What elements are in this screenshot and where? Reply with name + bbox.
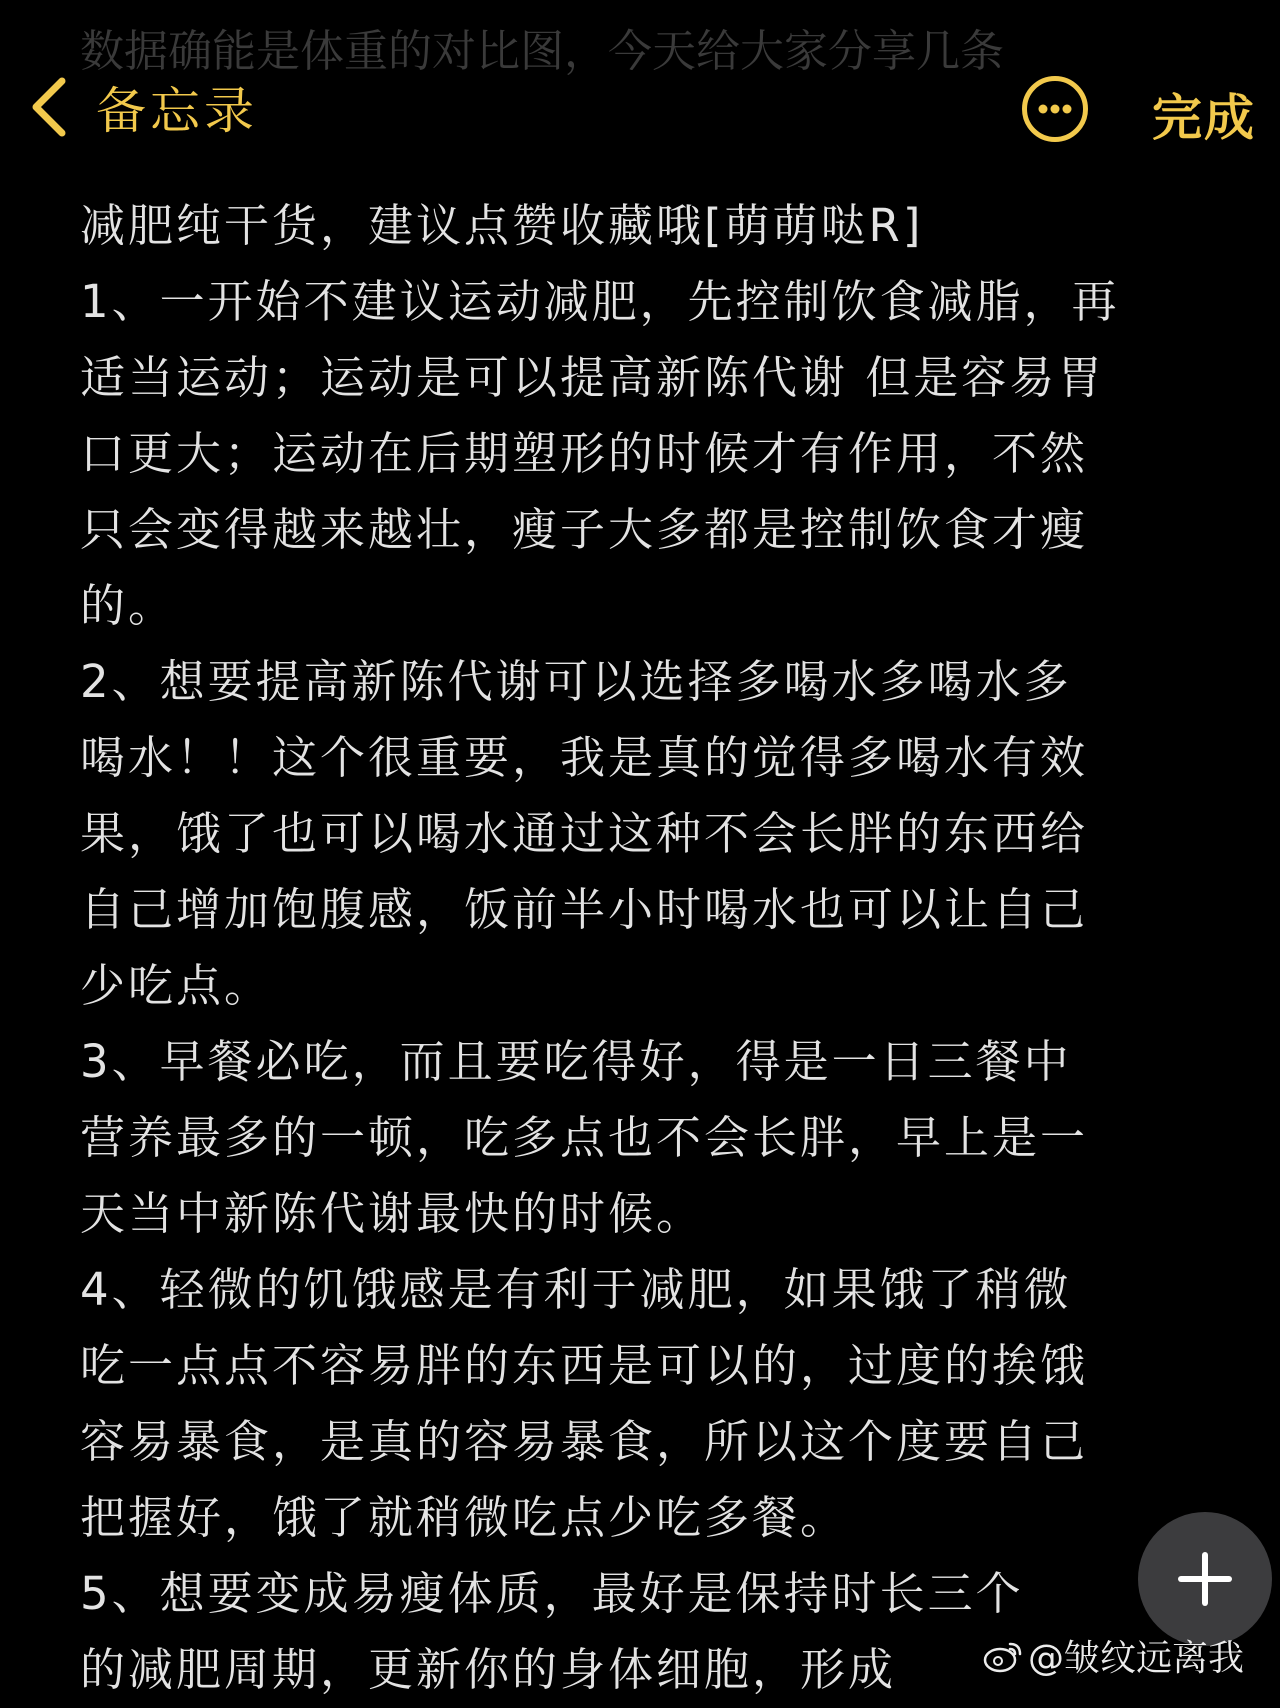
- watermark: [982, 1630, 1244, 1681]
- note-line: 少吃点。: [80, 959, 273, 1012]
- back-button[interactable]: [28, 72, 258, 142]
- note-line: 喝水！！这个很重要，我是真的觉得多喝水有效: [80, 731, 1089, 784]
- done-button[interactable]: 完成: [1152, 89, 1256, 147]
- navigation-bar: [0, 0, 1280, 150]
- ellipsis-circle-icon: [1027, 81, 1083, 137]
- note-line: 只会变得越来越壮，瘦子大多都是控制饮食才瘦: [80, 503, 1089, 556]
- watermark-text: @皱纹远离我: [1028, 1638, 1245, 1679]
- note-line: 营养最多的一顿，吃多点也不会长胖，早上是一: [80, 1111, 1089, 1164]
- more-options-button[interactable]: [1022, 76, 1088, 142]
- note-line: 2、想要提高新陈代谢可以选择多喝水多喝水多: [80, 655, 1072, 708]
- new-note-button[interactable]: [1138, 1512, 1272, 1646]
- chevron-left-icon: [28, 77, 70, 137]
- note-line: 减肥纯干货，建议点赞收藏哦[萌萌哒R]: [80, 199, 924, 252]
- weibo-logo-icon: [982, 1638, 1024, 1674]
- note-line: 果，饿了也可以喝水通过这种不会长胖的东西给: [80, 807, 1089, 860]
- note-line: 5、想要变成易瘦体质，最好是保持时长三个: [80, 1567, 1024, 1620]
- note-line: 1、一开始不建议运动减肥，先控制饮食减脂，再: [80, 275, 1120, 328]
- note-line: 4、轻微的饥饿感是有利于减肥，如果饿了稍微: [80, 1263, 1072, 1316]
- note-line: 天当中新陈代谢最快的时候。: [80, 1187, 705, 1240]
- note-body[interactable]: [80, 188, 1240, 1708]
- note-line: 吃一点点不容易胖的东西是可以的，过度的挨饿: [80, 1339, 1089, 1392]
- note-line: 把握好，饿了就稍微吃点少吃多餐。: [80, 1491, 849, 1544]
- scrolled-line: 数据确能是体重的对比图，今天给大家分享几条: [80, 26, 1004, 77]
- note-line: 自己增加饱腹感，饭前半小时喝水也可以让自己: [80, 883, 1089, 936]
- note-line: 容易暴食，是真的容易暴食，所以这个度要自己: [80, 1415, 1089, 1468]
- note-line: 口更大；运动在后期塑形的时候才有作用，不然: [80, 427, 1089, 480]
- note-line: 适当运动；运动是可以提高新陈代谢 但是容易胃: [80, 351, 1106, 404]
- note-line: 3、早餐必吃，而且要吃得好，得是一日三餐中: [80, 1035, 1072, 1088]
- back-button-label: 备忘录: [96, 82, 258, 140]
- plus-icon: [1175, 1549, 1235, 1609]
- note-line: 的。: [80, 579, 177, 632]
- note-line: 的减肥周期，更新你的身体细胞，形成: [80, 1643, 897, 1696]
